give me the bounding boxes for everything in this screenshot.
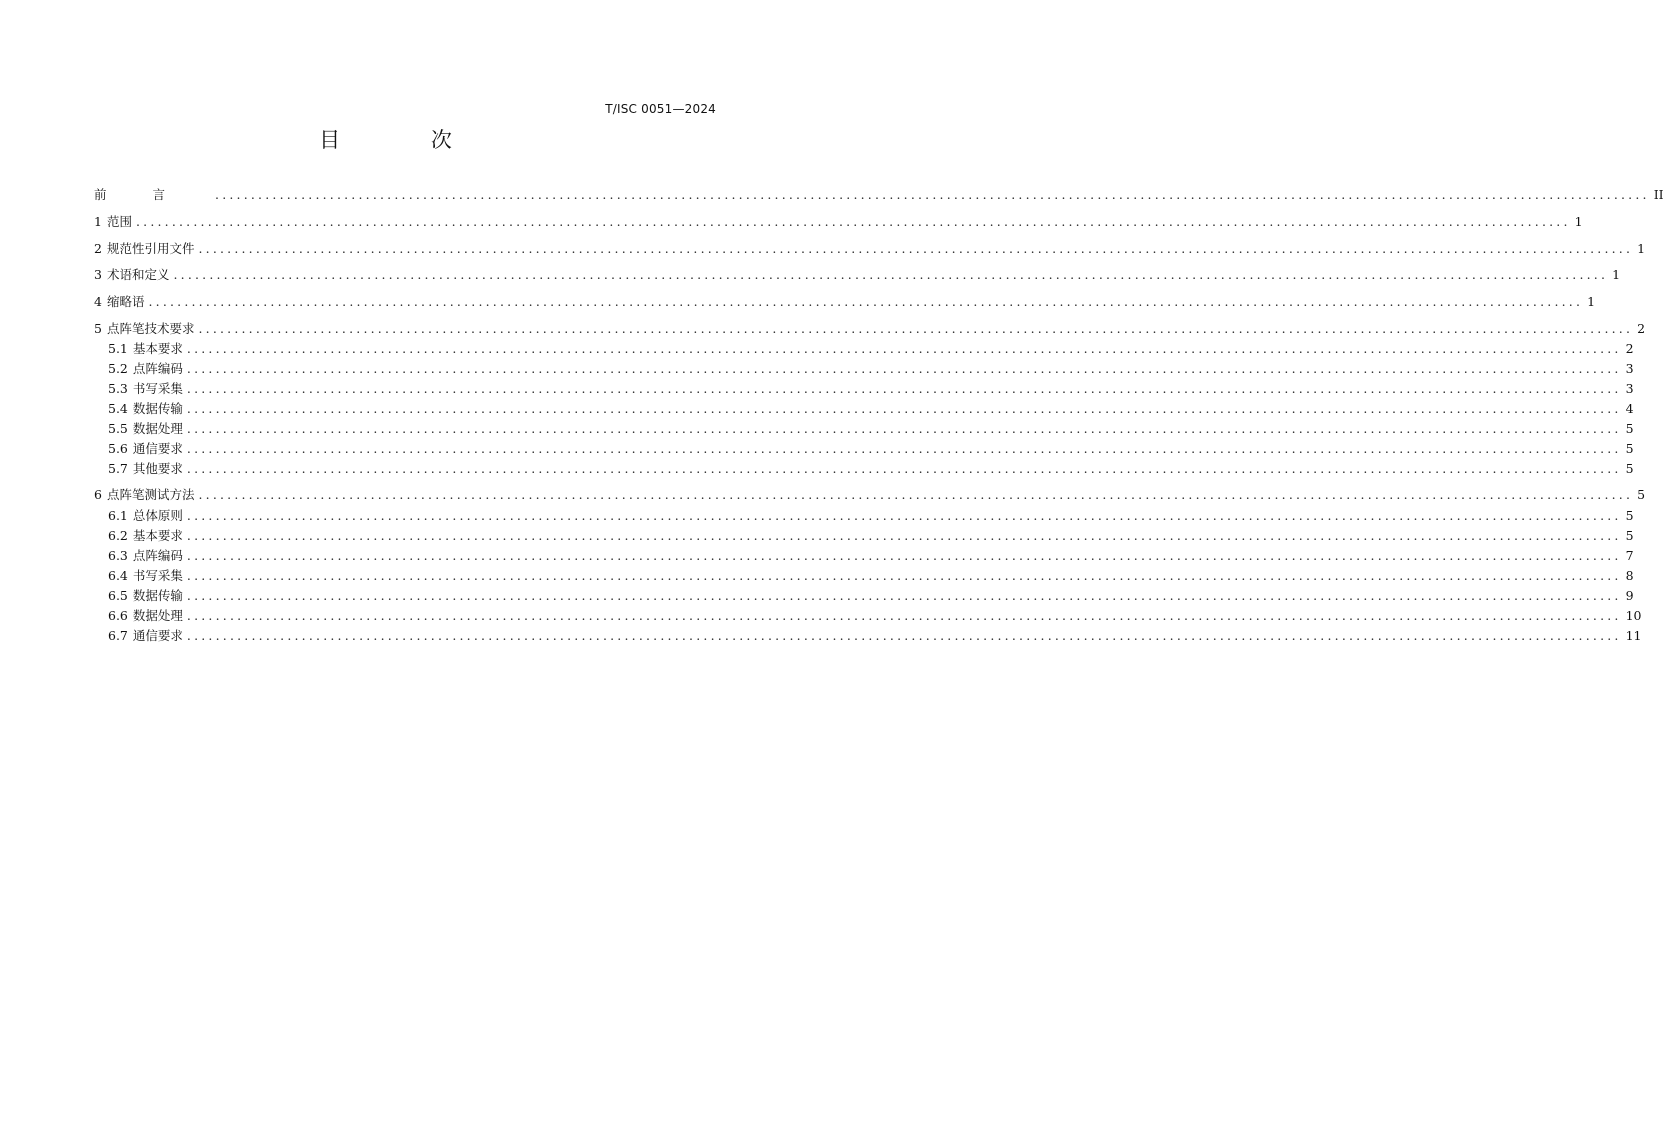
toc-entry-page: 3 — [1625, 361, 1634, 376]
toc-entry-label — [108, 586, 183, 606]
toc-entry-label — [108, 546, 183, 566]
toc-entry-text: 点阵笔技术要求 — [106, 321, 195, 336]
table-of-contents — [94, 0, 1664, 660]
toc-entry-number: 6.6 — [108, 608, 128, 623]
toc-entry-text: 缩略语 — [106, 294, 145, 309]
toc-entry-page: 5 — [1637, 487, 1646, 502]
toc-entry-text: 数据传输 — [132, 588, 183, 603]
toc-dot-leader: ........................................................................................................................................................................................................ — [198, 241, 1634, 256]
toc-entry-text: 规范性引用文件 — [106, 241, 195, 256]
toc-entry[interactable] — [108, 399, 1634, 419]
toc-entry-label — [108, 419, 183, 439]
toc-entry-page: 2 — [1637, 321, 1646, 336]
toc-entry-text: 范围 — [106, 214, 132, 229]
toc-entry-label — [94, 319, 194, 339]
toc-entry-page: 10 — [1625, 608, 1642, 623]
toc-title: 目 次 — [319, 128, 494, 152]
toc-entry[interactable] — [108, 339, 1634, 359]
toc-dot-leader: ........................................................................................................................................................................................................ — [186, 381, 1622, 396]
toc-dot-leader: ........................................................................................................................................................................................................ — [198, 487, 1634, 502]
toc-dot-leader: ........................................................................................................................................................................................................ — [186, 588, 1622, 603]
toc-entry-text: 数据处理 — [132, 421, 183, 436]
toc-entry-page: 1 — [1637, 241, 1646, 256]
toc-dot-leader: ........................................................................................................................................................................................................ — [186, 401, 1622, 416]
toc-entry-page: 5 — [1625, 508, 1634, 523]
toc-entry-text: 点阵编码 — [132, 361, 183, 376]
toc-entry-text: 书写采集 — [132, 568, 183, 583]
toc-entry-label — [108, 439, 183, 459]
toc-dot-leader: ........................................................................................................................................................................................................ — [186, 608, 1622, 623]
toc-entry-label — [94, 485, 194, 505]
toc-entry-number: 5.4 — [108, 401, 128, 416]
toc-entry-label — [94, 265, 169, 285]
toc-dot-leader: ........................................................................................................................................................................................................ — [173, 267, 1609, 282]
toc-entry-page: 2 — [1625, 341, 1634, 356]
toc-entry-number: 5.2 — [108, 361, 128, 376]
toc-entry-text: 前言 — [94, 187, 212, 202]
toc-entry-number: 6.4 — [108, 568, 128, 583]
toc-dot-leader: ........................................................................................................................................................................................................ — [186, 421, 1622, 436]
toc-entry-text: 点阵笔测试方法 — [106, 487, 195, 502]
toc-entry-page: II — [1653, 187, 1664, 202]
toc-dot-leader: ........................................................................................................................................................................................................ — [186, 341, 1622, 356]
document-code: T/ISC 0051—2024 — [605, 102, 716, 116]
toc-entry[interactable] — [94, 265, 1621, 285]
toc-entry[interactable] — [108, 546, 1634, 566]
toc-dot-leader: ........................................................................................................................................................................................................ — [186, 361, 1622, 376]
toc-entry-number: 5.7 — [108, 461, 128, 476]
toc-entry[interactable] — [94, 239, 1646, 259]
toc-entry-text: 基本要求 — [132, 528, 183, 543]
toc-entry-label — [108, 606, 183, 626]
toc-entry-page: 1 — [1587, 294, 1596, 309]
toc-dot-leader: ........................................................................................................................................................................................................ — [198, 321, 1634, 336]
toc-entry-label — [108, 626, 183, 646]
toc-entry[interactable] — [108, 526, 1634, 546]
toc-dot-leader: ........................................................................................................................................................................................................ — [186, 441, 1622, 456]
toc-entry-number: 5.6 — [108, 441, 128, 456]
toc-entry-number: 6.1 — [108, 508, 128, 523]
toc-entry-text: 通信要求 — [132, 441, 183, 456]
toc-entry-label — [94, 292, 144, 312]
toc-entry-number: 6.5 — [108, 588, 128, 603]
toc-entry-label — [108, 566, 183, 586]
toc-entry-page: 1 — [1612, 267, 1621, 282]
toc-entry-page: 11 — [1625, 628, 1642, 643]
toc-entry-number: 5.1 — [108, 341, 128, 356]
toc-entry-page: 4 — [1625, 401, 1634, 416]
toc-dot-leader: ........................................................................................................................................................................................................ — [186, 628, 1622, 643]
toc-entry[interactable] — [108, 506, 1634, 526]
toc-entry[interactable] — [108, 439, 1634, 459]
toc-entry-text: 数据传输 — [132, 401, 183, 416]
toc-entry-text: 书写采集 — [132, 381, 183, 396]
toc-entry-number: 1 — [94, 214, 102, 229]
toc-entry-text: 基本要求 — [132, 341, 183, 356]
toc-dot-leader: ........................................................................................................................................................................................................ — [148, 294, 1584, 309]
toc-entry-number: 5.5 — [108, 421, 128, 436]
toc-entry-label — [108, 399, 183, 419]
toc-entry-page: 3 — [1625, 381, 1634, 396]
toc-entry-label — [94, 239, 194, 259]
toc-entry-number: 5.3 — [108, 381, 128, 396]
toc-dot-leader: ........................................................................................................................................................................................................ — [186, 461, 1622, 476]
toc-entry-label — [94, 212, 132, 232]
toc-entry-page: 5 — [1625, 421, 1634, 436]
toc-entry-number: 3 — [94, 267, 102, 282]
toc-entry-number: 2 — [94, 241, 102, 256]
toc-entry-page: 9 — [1625, 588, 1634, 603]
toc-entry-label — [108, 526, 183, 546]
toc-dot-leader: ........................................................................................................................................................................................................ — [215, 187, 1650, 202]
toc-entry-page: 5 — [1625, 441, 1634, 456]
toc-dot-leader: ........................................................................................................................................................................................................ — [135, 214, 1571, 229]
toc-entry[interactable] — [108, 606, 1642, 626]
toc-entry[interactable] — [108, 459, 1634, 479]
toc-entry-page: 5 — [1625, 461, 1634, 476]
toc-entry-label — [108, 506, 183, 526]
toc-entry-label — [108, 339, 183, 359]
toc-entry-text: 通信要求 — [132, 628, 183, 643]
toc-entry-page: 8 — [1625, 568, 1634, 583]
toc-entry-number: 6.3 — [108, 548, 128, 563]
toc-entry-text: 术语和定义 — [106, 267, 170, 282]
toc-entry[interactable] — [94, 319, 1646, 339]
toc-entry[interactable] — [108, 359, 1634, 379]
toc-entry-number: 5 — [94, 321, 102, 336]
toc-entry-page: 1 — [1574, 214, 1583, 229]
toc-dot-leader: ........................................................................................................................................................................................................ — [186, 548, 1622, 563]
toc-entry-label — [108, 379, 183, 399]
toc-entry-number: 6.7 — [108, 628, 128, 643]
toc-entry-page: 7 — [1625, 548, 1634, 563]
toc-entry-label — [94, 185, 211, 205]
toc-entry-text: 总体原则 — [132, 508, 183, 523]
toc-entry-text: 其他要求 — [132, 461, 183, 476]
toc-entry-number: 4 — [94, 294, 102, 309]
toc-entry[interactable] — [108, 419, 1634, 439]
toc-entry[interactable] — [94, 185, 1664, 205]
toc-entry-page: 5 — [1625, 528, 1634, 543]
toc-dot-leader: ........................................................................................................................................................................................................ — [186, 528, 1622, 543]
toc-entry[interactable] — [94, 212, 1583, 232]
toc-entry-number: 6 — [94, 487, 102, 502]
toc-entry-number: 6.2 — [108, 528, 128, 543]
toc-entry-text: 数据处理 — [132, 608, 183, 623]
toc-entry[interactable] — [94, 485, 1646, 505]
toc-dot-leader: ........................................................................................................................................................................................................ — [186, 508, 1622, 523]
toc-entry[interactable] — [108, 586, 1634, 606]
toc-entry[interactable] — [94, 292, 1596, 312]
toc-entry-text: 点阵编码 — [132, 548, 183, 563]
toc-entry[interactable] — [108, 626, 1642, 646]
toc-entry-label — [108, 459, 183, 479]
toc-dot-leader: ........................................................................................................................................................................................................ — [186, 568, 1622, 583]
toc-entry-label — [108, 359, 183, 379]
toc-entry[interactable] — [108, 379, 1634, 399]
toc-entry[interactable] — [108, 566, 1634, 586]
